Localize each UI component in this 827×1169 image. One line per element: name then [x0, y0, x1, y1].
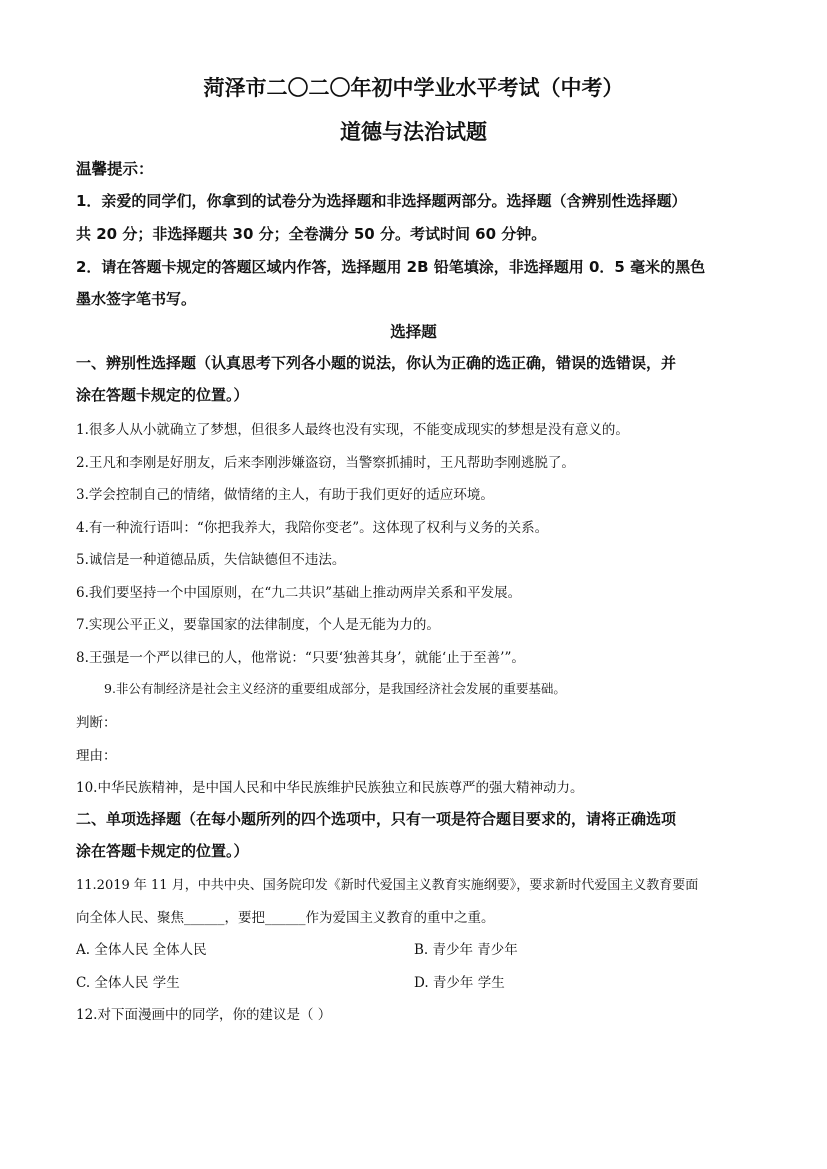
option-c: C. 全体人民 学生 — [76, 975, 180, 991]
exam-title: 菏泽市二〇二〇年初中学业水平考试（中考） — [203, 76, 624, 100]
question-10: 10.中华民族精神，是中国人民和中华民族维护民族独立和民族尊严的强大精神动力。 — [76, 780, 584, 796]
question-12: 12.对下面漫画中的同学，你的建议是（ ） — [76, 1007, 332, 1023]
option-d: D. 青少年 学生 — [414, 975, 505, 991]
reason-label: 理由： — [76, 748, 117, 764]
question-3: 3.学会控制自己的情绪，做情绪的主人，有助于我们更好的适应环境。 — [76, 487, 494, 503]
question-11-line2: 向全体人民、聚焦______，要把______作为爱国主义教育的重中之重。 — [76, 910, 495, 926]
part2-heading-line1: 二、单项选择题（在每小题所列的四个选项中，只有一项是符合题目要求的，请将正确选项 — [76, 810, 677, 828]
notice-item2-line1: 2．请在答题卡规定的答题区域内作答，选择题用 2B 铅笔填涂，非选择题用 0．5 毫米的黑色 — [76, 258, 706, 276]
notice-item2-line2: 墨水签字笔书写。 — [76, 290, 197, 308]
question-11-line1: 11.2019 年 11 月，中共中央、国务院印发《新时代爱国主义教育实施纲要》，要求新时代爱国主义教育要面 — [76, 878, 699, 893]
question-7: 7.实现公平正义，要靠国家的法律制度，个人是无能为力的。 — [76, 617, 440, 633]
option-b: B. 青少年 青少年 — [414, 942, 518, 958]
option-a: A. 全体人民 全体人民 — [76, 942, 207, 958]
question-1: 1.很多人从小就确立了梦想，但很多人最终也没有实现，不能变成现实的梦想是没有意义的。 — [76, 422, 629, 438]
notice-heading: 温馨提示： — [76, 160, 154, 178]
part1-heading-line1: 一、辨别性选择题（认真思考下列各小题的说法，你认为正确的选正确，错误的选错误，并 — [76, 354, 677, 372]
question-6: 6.我们要坚持一个中国原则，在“九二共识”基础上推动两岸关系和平发展。 — [76, 585, 522, 601]
part1-heading-line2: 涂在答题卡规定的位置。） — [76, 386, 249, 404]
part2-heading-line2: 涂在答题卡规定的位置。） — [76, 842, 249, 860]
notice-item1-line2: 共 20 分；非选择题共 30 分；全卷满分 50 分。考试时间 60 分钟。 — [76, 225, 547, 243]
notice-item1-line1: 1．亲爱的同学们，你拿到的试卷分为选择题和非选择题两部分。选择题（含辨别性选择题） — [76, 192, 687, 210]
judge-label: 判断： — [76, 715, 117, 731]
question-9: 9.非公有制经济是社会主义经济的重要组成部分，是我国经济社会发展的重要基础。 — [104, 681, 566, 696]
question-8: 8.王强是一个严以律已的人，他常说：“只要‘独善其身’，就能‘止于至善’”。 — [76, 650, 525, 666]
question-4: 4.有一种流行语叫：“你把我养大，我陪你变老”。这体现了权利与义务的关系。 — [76, 520, 549, 536]
exam-subtitle: 道德与法治试题 — [340, 120, 487, 144]
question-2: 2.王凡和李刚是好朋友，后来李刚涉嫌盗窃，当警察抓捕时，王凡帮助李刚逃脱了。 — [76, 455, 575, 471]
question-5: 5.诚信是一种道德品质，失信缺德但不违法。 — [76, 552, 346, 568]
section-label: 选择题 — [390, 323, 437, 341]
